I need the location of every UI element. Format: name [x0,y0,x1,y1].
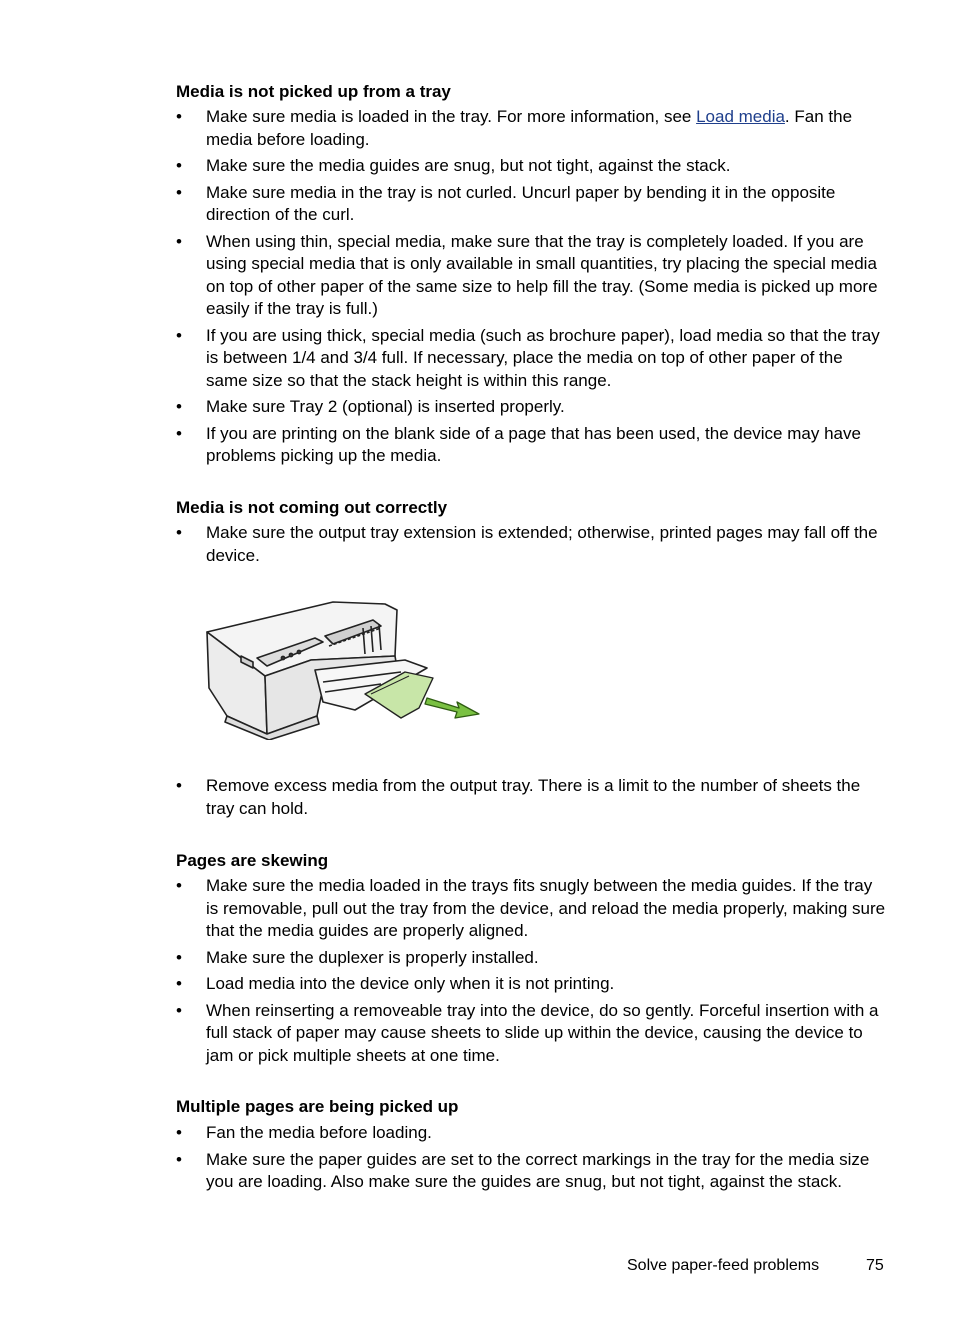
section-heading-output: Media is not coming out correctly [176,498,448,517]
bullet-list-tray-pickup [176,106,886,472]
list-item: • When using thin, special media, make sure that the tray is completely loaded. If you are using special media that is only available in small quantities, try placing the special media on top of other paper of the same size to help fill the tray. (Some media is picked up more easily if the tray is full.) [176,231,886,321]
list-item: • Make sure the media guides are snug, but not tight, against the stack. [176,155,886,178]
list-item: • Make sure the paper guides are set to the correct markings in the tray for the media size you are loading. Also make sure the guides are snug, but not tight, against the stack. [176,1149,886,1194]
section-heading-multiple-pages: Multiple pages are being picked up [176,1097,459,1116]
list-item: • Load media into the device only when it is not printing. [176,973,886,996]
bullet-list-skewing [176,875,886,1071]
list-item: • Make sure the output tray extension is extended; otherwise, printed pages may fall off the device. [176,522,886,567]
section-heading-tray-pickup: Media is not picked up from a tray [176,82,451,101]
list-item: • When reinserting a removeable tray into the device, do so gently. Forceful insertion with a full stack of paper may cause sheets to slide up within the device, causing the device to jam or pick multiple sheets at one time. [176,1000,886,1068]
bullet-list-multiple-pages [176,1122,886,1198]
load-media-link[interactable]: Load media [696,107,785,126]
list-item: • If you are printing on the blank side of a page that has been used, the device may have problems picking up the media. [176,423,886,468]
list-item: • Make sure the media loaded in the trays fits snugly between the media guides. If the tray is removable, pull out the tray from the device, and reload the media properly, making sure that the media guides are properly aligned. [176,875,886,943]
printer-icon [205,598,485,740]
printer-output-tray-illustration [205,598,485,740]
bullet-list-output-after [176,775,886,824]
footer-section-title: Solve paper-feed problems [627,1257,820,1274]
list-item: • Make sure media in the tray is not curled. Uncurl paper by bending it in the opposite direction of the curl. [176,182,886,227]
list-item: • If you are using thick, special media (such as brochure paper), load media so that the tray is between 1/4 and 3/4 full. If necessary, place the media on top of other paper of the same size so that the stack height is within this range. [176,325,886,393]
list-item: • Make sure the duplexer is properly installed. [176,947,886,970]
page-number: 75 [866,1257,884,1274]
list-item: • Fan the media before loading. [176,1122,886,1145]
section-heading-skewing: Pages are skewing [176,851,329,870]
list-item: • Make sure media is loaded in the tray. For more information, see Load media. Fan the media before loading. [176,106,886,151]
list-item: • Remove excess media from the output tray. There is a limit to the number of sheets the tray can hold. [176,775,886,820]
list-item: • Make sure Tray 2 (optional) is inserted properly. [176,396,886,419]
bullet-list-output [176,522,886,571]
